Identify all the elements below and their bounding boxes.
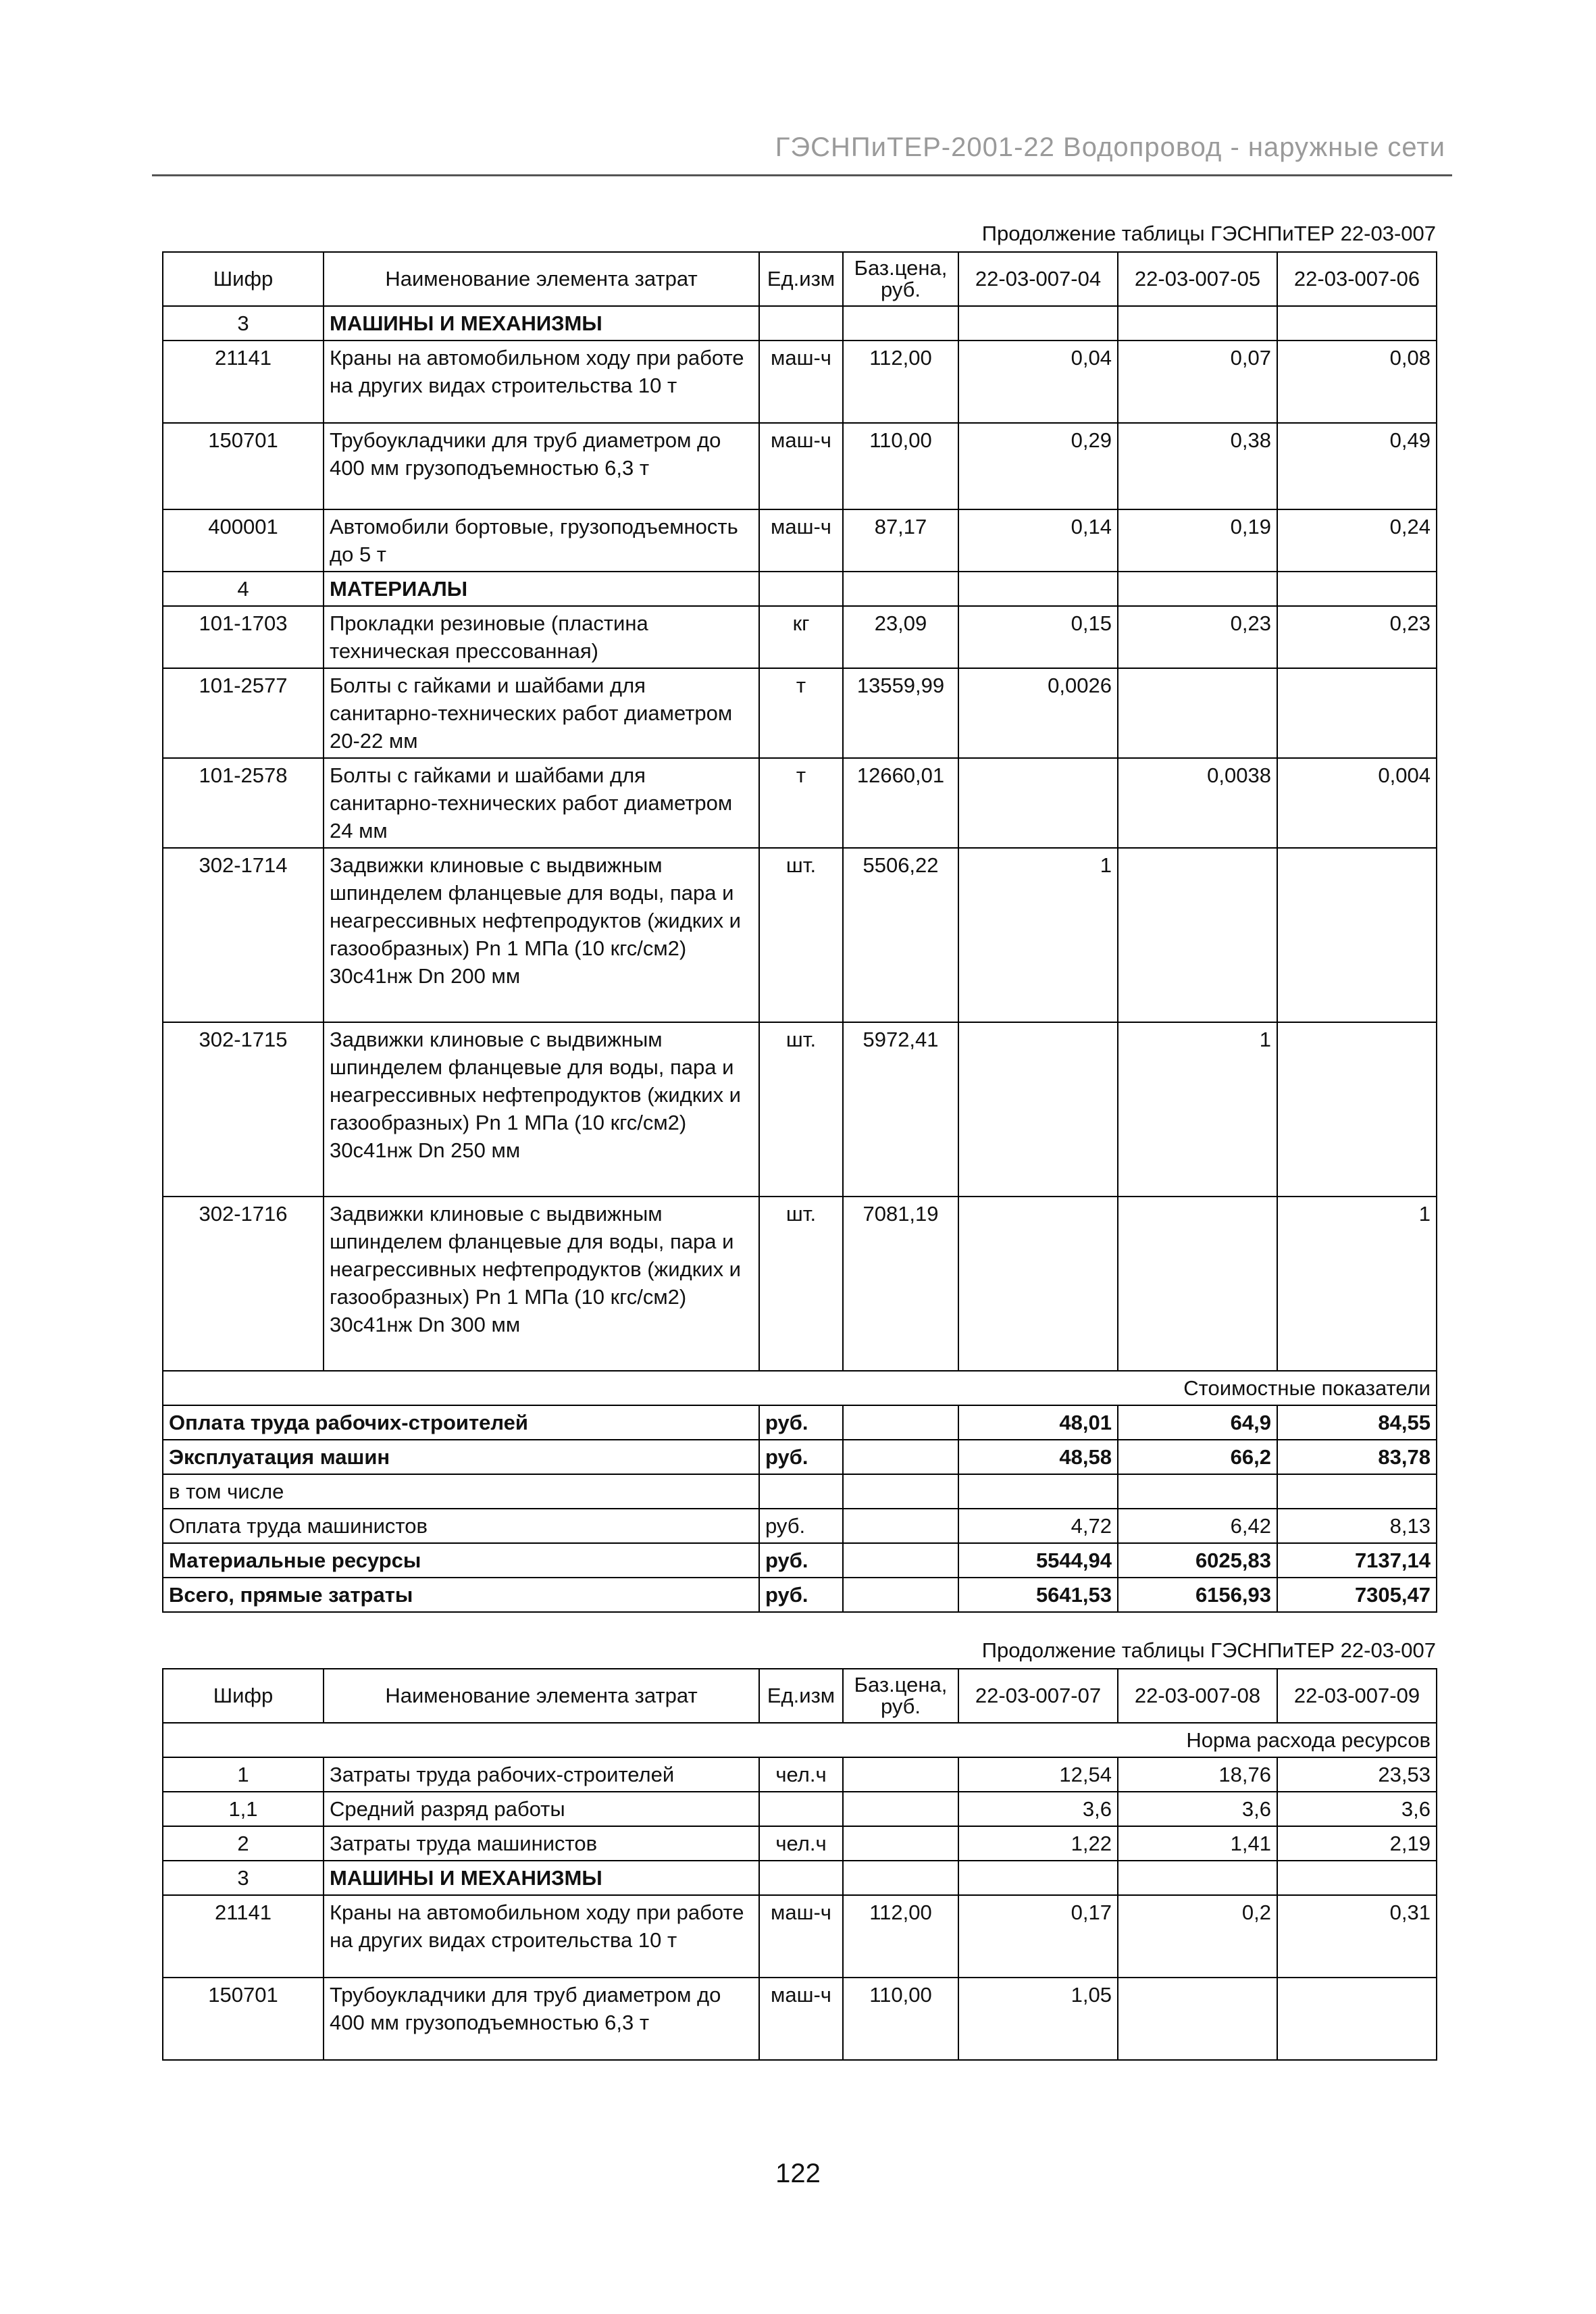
cost-caption: Стоимостные показатели [163,1371,1437,1405]
resource-value: 1,05 [958,1978,1118,2060]
resource-unit: маш-ч [759,1978,843,2060]
resource-value [1118,1197,1277,1371]
resource-unit: чел.ч [759,1826,843,1861]
resource-unit: маш-ч [759,341,843,423]
resource-row [163,1197,1437,1371]
summary-row [163,1405,1437,1440]
resource-price: 7081,19 [843,1197,958,1371]
resource-price: 110,00 [843,1978,958,2060]
table2-continuation: Продолжение таблицы ГЭСНПиТЕР 22-03-007 [981,1638,1436,1662]
resource-row [163,1022,1437,1197]
resource-value [1118,1861,1277,1895]
summary-value: 48,01 [958,1405,1118,1440]
resource-value: 0,04 [958,341,1118,423]
resource-unit: маш-ч [759,1895,843,1978]
header-price: Баз.цена, руб. [843,252,958,306]
resource-value: 0,2 [1118,1895,1277,1978]
resource-value [1277,1861,1437,1895]
summary-value: 7137,14 [1277,1543,1437,1578]
resource-price [843,1826,958,1861]
resource-value [958,1022,1118,1197]
resource-price [843,572,958,606]
resource-row [163,423,1437,509]
resource-value: 0,49 [1277,423,1437,509]
summary-value: 5544,94 [958,1543,1118,1578]
resource-row [163,1757,1437,1792]
summary-value [958,1474,1118,1509]
resource-name: Краны на автомобильном ходу при работе на других видах строительства 10 т [324,341,759,423]
table1-continuation: Продолжение таблицы ГЭСНПиТЕР 22-03-007 [981,222,1436,245]
resource-value: 0,31 [1277,1895,1437,1978]
header-col-07: 22-03-007-07 [958,1669,1118,1723]
summary-value: 6025,83 [1118,1543,1277,1578]
resource-price: 87,17 [843,509,958,572]
resource-name: Средний разряд работы [324,1792,759,1826]
resource-code: 302-1716 [163,1197,324,1371]
resource-value [958,1197,1118,1371]
resource-price [843,306,958,341]
resource-code: 302-1714 [163,848,324,1022]
summary-price-blank [843,1405,958,1440]
resource-code: 1 [163,1757,324,1792]
resource-name: Болты с гайками и шайбами для санитарно-технических работ диаметром 24 мм [324,758,759,848]
resource-value: 1 [1118,1022,1277,1197]
resource-value: 2,19 [1277,1826,1437,1861]
resource-name: МАШИНЫ И МЕХАНИЗМЫ [324,1861,759,1895]
header-col-09: 22-03-007-09 [1277,1669,1437,1723]
resource-unit: т [759,758,843,848]
resource-unit: кг [759,606,843,668]
resource-value: 0,07 [1118,341,1277,423]
header-col-05: 22-03-007-05 [1118,252,1277,306]
resource-name: Трубоукладчики для труб диаметром до 400 мм грузоподъемностью 6,3 т [324,423,759,509]
resource-value [1118,848,1277,1022]
resource-code: 400001 [163,509,324,572]
resource-unit: шт. [759,1022,843,1197]
summary-unit: руб. [759,1509,843,1543]
summary-row [163,1440,1437,1474]
resource-price: 112,00 [843,1895,958,1978]
resource-code: 101-1703 [163,606,324,668]
resource-value [1277,306,1437,341]
resource-value: 0,0026 [958,668,1118,758]
resource-value: 0,19 [1118,509,1277,572]
resource-code: 3 [163,306,324,341]
resource-value [1118,306,1277,341]
resource-price: 23,09 [843,606,958,668]
resource-price: 112,00 [843,341,958,423]
summary-label: Всего, прямые затраты [163,1578,759,1612]
summary-value: 84,55 [1277,1405,1437,1440]
resource-unit: маш-ч [759,423,843,509]
resource-price [843,1861,958,1895]
header-unit: Ед.изм [759,1669,843,1723]
header-col-04: 22-03-007-04 [958,252,1118,306]
summary-value: 48,58 [958,1440,1118,1474]
resource-value: 0,14 [958,509,1118,572]
summary-unit: руб. [759,1543,843,1578]
summary-price-blank [843,1509,958,1543]
resource-value: 0,23 [1118,606,1277,668]
summary-value: 4,72 [958,1509,1118,1543]
resource-value: 0,24 [1277,509,1437,572]
resource-value [1277,848,1437,1022]
summary-label: Эксплуатация машин [163,1440,759,1474]
resource-row [163,341,1437,423]
resource-value: 18,76 [1118,1757,1277,1792]
header-name: Наименование элемента затрат [324,252,759,306]
resource-value: 1 [958,848,1118,1022]
resource-name: Задвижки клиновые с выдвижным шпинделем фланцевые для воды, пара и неагрессивных нефтепродуктов (жидких и газообразных) Рn 1 МПа (10 кгс/см2) 30с41нж Dn 250 мм [324,1022,759,1197]
resource-name: Затраты труда рабочих-строителей [324,1757,759,1792]
summary-value [1118,1474,1277,1509]
running-header: ГЭСНПиТЕР-2001-22 Водопровод - наружные сети [775,132,1445,162]
resource-unit: шт. [759,1197,843,1371]
header-rule [152,174,1452,176]
resource-unit: шт. [759,848,843,1022]
resource-value [1277,668,1437,758]
resource-row [163,509,1437,572]
resource-code: 2 [163,1826,324,1861]
summary-row [163,1509,1437,1543]
resource-code: 101-2577 [163,668,324,758]
norm-caption: Норма расхода ресурсов [163,1723,1437,1757]
resource-value [958,306,1118,341]
resource-value: 1 [1277,1197,1437,1371]
summary-label: Оплата труда рабочих-строителей [163,1405,759,1440]
resource-value: 0,0038 [1118,758,1277,848]
section-row [163,1861,1437,1895]
resource-table-2 [162,1668,1437,2061]
summary-price-blank [843,1543,958,1578]
summary-unit: руб. [759,1578,843,1612]
summary-unit: руб. [759,1405,843,1440]
summary-value: 66,2 [1118,1440,1277,1474]
resource-name: Автомобили бортовые, грузоподъемность до 5 т [324,509,759,572]
resource-unit [759,306,843,341]
summary-price-blank [843,1440,958,1474]
resource-unit [759,572,843,606]
resource-code: 1,1 [163,1792,324,1826]
resource-unit [759,1792,843,1826]
resource-name: Болты с гайками и шайбами для санитарно-технических работ диаметром 20-22 мм [324,668,759,758]
resource-value: 3,6 [1277,1792,1437,1826]
resource-code: 101-2578 [163,758,324,848]
resource-name: Прокладки резиновые (пластина техническая прессованная) [324,606,759,668]
resource-code: 150701 [163,423,324,509]
resource-value: 12,54 [958,1757,1118,1792]
resource-value [1277,572,1437,606]
resource-price: 5506,22 [843,848,958,1022]
resource-name: Затраты труда машинистов [324,1826,759,1861]
summary-label: Оплата труда машинистов [163,1509,759,1543]
resource-unit: маш-ч [759,509,843,572]
resource-row [163,1826,1437,1861]
resource-name: Задвижки клиновые с выдвижным шпинделем фланцевые для воды, пара и неагрессивных нефтепродуктов (жидких и газообразных) Рn 1 МПа (10 кгс/см2) 30с41нж Dn 200 мм [324,848,759,1022]
resource-value [1277,1978,1437,2060]
summary-price-blank [843,1578,958,1612]
resource-value [958,758,1118,848]
resource-price: 12660,01 [843,758,958,848]
resource-value [1277,1022,1437,1197]
resource-code: 302-1715 [163,1022,324,1197]
resource-unit [759,1861,843,1895]
resource-value [1118,668,1277,758]
summary-label: в том числе [163,1474,759,1509]
summary-value: 64,9 [1118,1405,1277,1440]
resource-name: Трубоукладчики для труб диаметром до 400 мм грузоподъемностью 6,3 т [324,1978,759,2060]
resource-value: 1,41 [1118,1826,1277,1861]
header-price: Баз.цена, руб. [843,1669,958,1723]
resource-row [163,1895,1437,1978]
resource-row [163,606,1437,668]
resource-value: 1,22 [958,1826,1118,1861]
summary-row [163,1578,1437,1612]
section-row [163,572,1437,606]
summary-value: 5641,53 [958,1578,1118,1612]
resource-value: 0,17 [958,1895,1118,1978]
resource-value: 0,15 [958,606,1118,668]
resource-price: 13559,99 [843,668,958,758]
page-number: 122 [775,2159,821,2188]
summary-unit [759,1474,843,1509]
resource-value: 23,53 [1277,1757,1437,1792]
resource-value: 0,08 [1277,341,1437,423]
resource-name: Краны на автомобильном ходу при работе на других видах строительства 10 т [324,1895,759,1978]
resource-price: 110,00 [843,423,958,509]
resource-value [1118,572,1277,606]
header-unit: Ед.изм [759,252,843,306]
summary-row [163,1474,1437,1509]
summary-value [1277,1474,1437,1509]
resource-value [958,1861,1118,1895]
resource-code: 4 [163,572,324,606]
header-name: Наименование элемента затрат [324,1669,759,1723]
resource-code: 150701 [163,1978,324,2060]
resource-value: 3,6 [958,1792,1118,1826]
summary-price-blank [843,1474,958,1509]
resource-row [163,848,1437,1022]
resource-value: 0,23 [1277,606,1437,668]
summary-value: 6156,93 [1118,1578,1277,1612]
summary-value: 6,42 [1118,1509,1277,1543]
header-col-06: 22-03-007-06 [1277,252,1437,306]
resource-name: МАШИНЫ И МЕХАНИЗМЫ [324,306,759,341]
section-row [163,306,1437,341]
resource-price: 5972,41 [843,1022,958,1197]
summary-row [163,1543,1437,1578]
resource-value: 0,38 [1118,423,1277,509]
resource-code: 21141 [163,1895,324,1978]
resource-value [1118,1978,1277,2060]
resource-name: Задвижки клиновые с выдвижным шпинделем фланцевые для воды, пара и неагрессивных нефтепродуктов (жидких и газообразных) Рn 1 МПа (10 кгс/см2) 30с41нж Dn 300 мм [324,1197,759,1371]
resource-row [163,1792,1437,1826]
resource-price [843,1757,958,1792]
resource-row [163,758,1437,848]
summary-value: 8,13 [1277,1509,1437,1543]
resource-price [843,1792,958,1826]
resource-unit: чел.ч [759,1757,843,1792]
resource-value: 0,004 [1277,758,1437,848]
summary-unit: руб. [759,1440,843,1474]
resource-value: 3,6 [1118,1792,1277,1826]
summary-value: 83,78 [1277,1440,1437,1474]
resource-unit: т [759,668,843,758]
header-code: Шифр [163,1669,324,1723]
resource-code: 3 [163,1861,324,1895]
resource-code: 21141 [163,341,324,423]
header-col-08: 22-03-007-08 [1118,1669,1277,1723]
summary-value: 7305,47 [1277,1578,1437,1612]
resource-row [163,1978,1437,2060]
resource-value [958,572,1118,606]
resource-name: МАТЕРИАЛЫ [324,572,759,606]
resource-table-1 [162,251,1437,1613]
summary-label: Материальные ресурсы [163,1543,759,1578]
resource-value: 0,29 [958,423,1118,509]
header-code: Шифр [163,252,324,306]
resource-row [163,668,1437,758]
